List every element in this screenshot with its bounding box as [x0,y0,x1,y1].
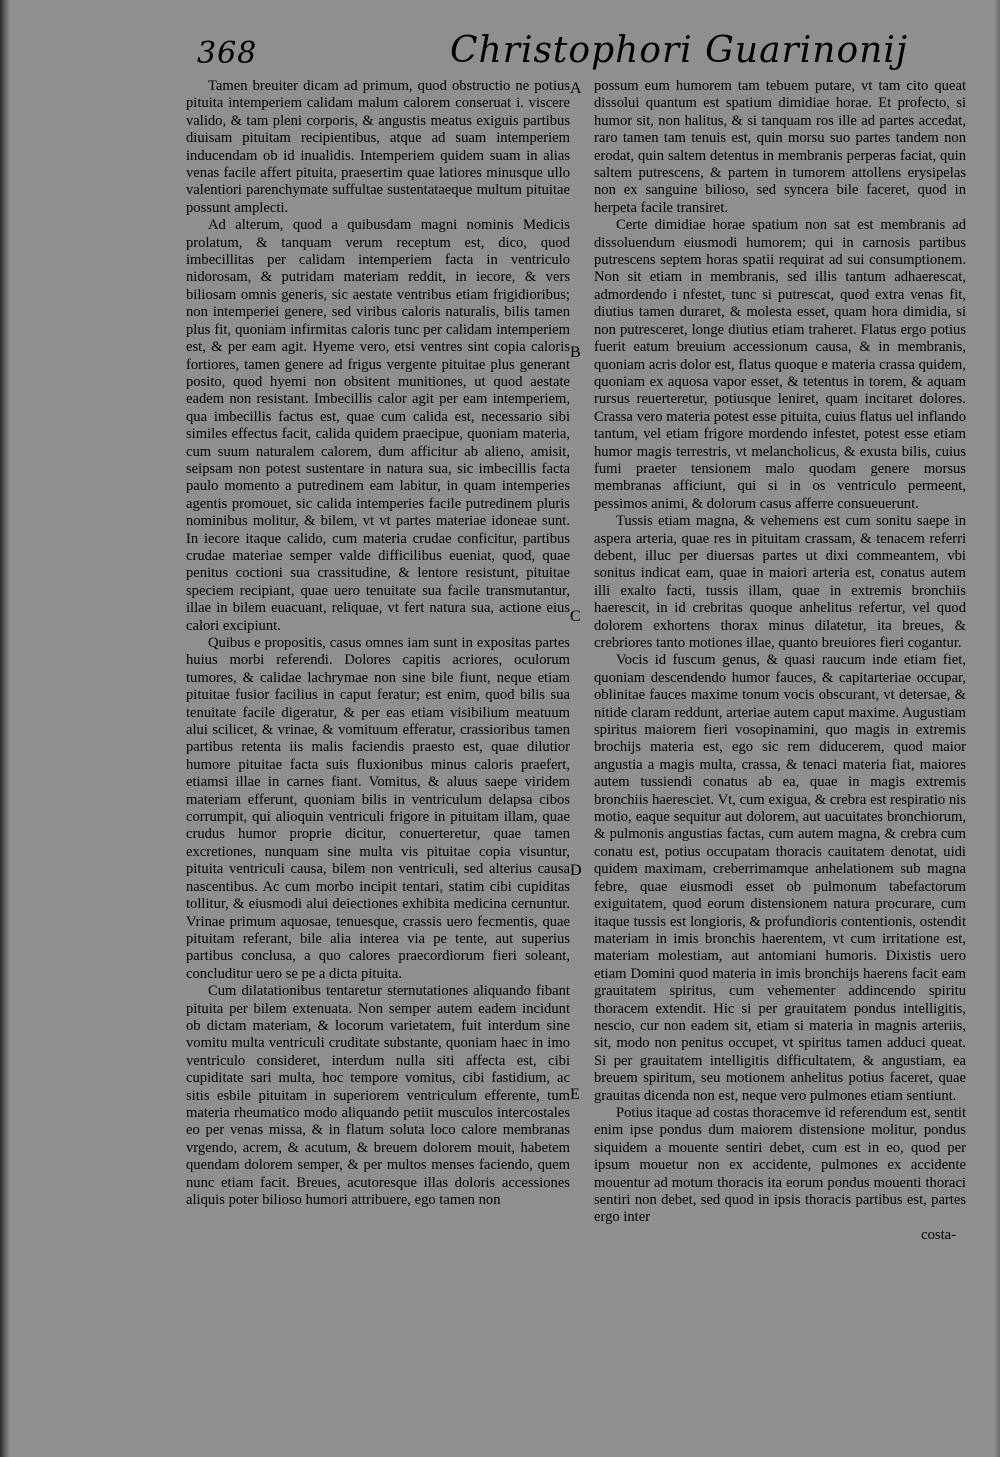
right-paragraph: possum eum humorem tam tebuem putare, vt tam cito queat dissolui quantum est spatium dimidiae horae. Et profecto, si humor sit, non halitus, & si tanquam ros ille ad partes accedat, raro tamen tam tenuis est, quin morsu suo partes tandem non erodat, quin saltem detentus in membranis perperas faciat, quin saltem putrescens, & partem in tumorem attollens erysipelas non ex sanguine bilioso, sed syncera bile faceret, quod in herpeta facile transiret. [594,78,966,216]
margin-letter-e: E [570,1086,580,1103]
page-binding-shadow [0,0,10,1457]
catchword: costa- [921,1226,956,1243]
running-title: Christophori Guarinonij [450,30,908,71]
left-paragraph: Cum dilatationibus tentaretur sternutationes aliquando fibant pituita per bilem extenuata. Non semper autem eadem incidunt ob dictam materiam, & locorum varietatem, fuit interdum sine vomitu multa ventriculi cruditate substante, quoniam haec in imo ventriculo consideret, interdum nulla siti affecta est, cibi cupiditate sari multa, hoc tempore vomitus, cibi fastidium, ac sitis esbile pituitam in superiorem ventriculum efferente, tum materia rheumatico modo aliquando petiit musculos intercostales eo per venas missa, & in flatum soluta loco calore membranas vrgendo, acrem, & acutum, & breuem dolorem mouit, habetem quendam dolorem semper, & per multos menses faciendo, quem nunc etiam facit. Breues, acutoresque illas doloris accessiones aliquis poter bilioso humori attribuere, ego tamen non [186,983,570,1208]
right-paragraph: Vocis id fuscum genus, & quasi raucum inde etiam fiet, quoniam descendendo humor fauces, & capitarteriae occupar, oblinitae fauces maxime tonum vocis obscurant, vt detersae, & nitide claram reddunt, arteriae autem caput maxime. Augustiam spiritus maiorem fieri vosopinamini, quo magis in extremis brochijs materia est, ego sic rem diducerem, quod maior angustia a magis multa, crassa, & tenaci materia fiat, maiores autem tussiendi conatus ab ea, quae in magis extremis bronchiis haeresciet. Vt, cum exigua, & crebra est respiratio nis motio, eaque sequitur aut dolorem, aut uacuitates bronchiorum, & pulmonis angustias factas, cum autem magna, & crebra cum conatu est, potius occupatam thoracis cauitatem denotat, uidi quidem maximam, creberrimamque anhelationem sub magna febre, quae eiusmodi esset ob pulmonum tabefactorum exiguitatem, quod eorum distensionem natura procurare, cum itaque tussis est longioris, & profundioris contentionis, ostendit materiam in imis bronchis haerentem, vt cum irritatione est, materiam molestiam, aut antomiani humoris. Dixistis uero etiam Domini quod materia in imis bronchijs haerens facit eam grauitatem spiritus, cum vehementer addincendo spiritu thoracem extendit. Hic si per grauitatem pondus intelligitis, nescio, cur non eadem sit, etiam si materia in magnis arteriis, sit, modo non penitus occupet, vt spiritus tamen adduci queat. Si per grauitatem intelligitis difficultatem, & angustiam, ea breuem spiritum, seu motionem anhelitus potius faceret, quae grauitas dicenda non est, neque vero pulmones etiam sentiunt. [594,652,966,1104]
margin-letter-c: C [570,608,581,625]
left-paragraph: Tamen breuiter dicam ad primum, quod obstructio ne potius pituita intemperiem calidam malum calorem conseruat i. viscere valido, & tam pleni corporis, & angustis meatus exiguis partibus diuisam pituitam recipientibus, atque ad suam intemperiem inducendam ob id inualidis. Intemperiem quidem suam in alias venas facile affert pituita, praesertim quae latiores minusque ullo valentiori parenchymate suffultae sustentataeque multum pituitae possunt amplecti. [186,78,570,216]
right-paragraph: Tussis etiam magna, & vehemens est cum sonitu saepe in aspera arteria, quae res in pituitam crassam, & tenacem referri debent, illuc per diuersas partes ut dixi commeantem, vbi sonitus indicat eam, quae in maiori arteria est, conatus autem illi exalto facti, tussis illam, quae in extremis bronchiis haerescit, in id crebritas quoque anhelitus refertur, vel quod dolorem exhortens thorax minus dilatetur, ita breues, & crebriores tanto motiones illae, quanto breuiores fieri cogantur. [594,513,966,651]
margin-letter-a: A [570,80,582,97]
left-column [186,78,570,1209]
left-paragraph: Quibus e propositis, casus omnes iam sunt in expositas partes huius morbi referendi. Dolores capitis acriores, oculorum tumores, & calidae lachrymae non sine bile fiunt, neque etiam pituitae fusior facilius in caput feratur; est enim, quod bilis sua tenuitate facile digeratur, & per eas etiam visibilium meatuum alui scilicet, & vrinae, & vomituum efferatur, crassioribus tamen partibus retenta iis malis faciendis praesto est, quae dilutior humore pituitae facta suis fluxionibus minus caloris praefert, etiamsi illae in carnes fiant. Vomitus, & aluus saepe viridem materiam efferunt, quoniam bilis in ventriculum delapsa cibos corrumpit, qui alioquin ventriculi frigore in pituitam illam, quae crudus humor proprie dicitur, conuerteretur, quae tamen excretiones, nunquam sine multa vis pituitae copia visuntur, pituita ventriculi causa, bilem non ventriculi, sed alterius causa nascentibus. Ac cum morbo incipit tentari, statim cibi cupiditas tollitur, & eiusmodi alui deiectiones exhibita medicina cernuntur. Vrinae primum aquosae, tenuesque, crassis uero fecmentis, quae pituitam referant, bile alia interea via pe tente, aut superius partibus conclusa, a quo calores praecordiorum fieri soleant, concluditur uero se pe a dicta pituita. [186,635,570,982]
right-column [594,78,966,1244]
right-paragraph: Potius itaque ad costas thoracemve id referendum est, sentit enim ipse pondus dum maiorem distensione molitur, pondus siquidem a mouente sentiri debet, cum est in eo, quod per ipsum mouetur non ex accidente, pulmones ex accidente mouentur ad motum thoracis ita eorum pondus mouenti thoraci sentiri non debet, sed quod in ipsis thoracis partibus est, partes ergo inter [594,1104,966,1226]
page-edge-shadow [994,0,1000,1457]
margin-letter-b: B [570,344,581,361]
page-number: 368 [197,36,258,71]
margin-letter-d: D [570,862,582,879]
right-paragraph: Certe dimidiae horae spatium non sat est membranis ad dissoluendum eiusmodi humorem; qui in carnosis partibus putrescens septem horas spatii requirat ad sui consumptionem. Non sit etiam in membranis, sed illis tantum adhaerescat, admordendo i nfestet, tunc si putrescat, quod extra venas fit, diutius tamen duraret, & molesta esset, quam hora dimidia, si non putresceret, longe diutius etiam traheret. Flatus ergo potius fuerit eatum breuium accessionum causa, & in membranis, quoniam acris dolor est, flatus quoque e materia crassa quidem, quoniam ex aquosa vapor esset, & tetentus in torem, & aquam rursus reuerteretur, potiusque leniret, quam incitaret dolores. Crassa vero materia potest esse pituita, cuius flatus uel inflando tantum, vel etiam frigore mordendo infestet, potest esse etiam humor magis terrestris, vt melancholicus, & exusta bilis, cuius fumi praeter tensionem malo quodam genere morsus membranas afficiunt, qui si in os ventriculo permeent, pessimos animi, & dolorum casus afferre consueuerunt. [594,217,966,512]
left-paragraph: Ad alterum, quod a quibusdam magni nominis Medicis prolatum, & tanquam verum receptum est, dico, quod imbecillitas per calidam intemperiem facta in ventriculo nidorosam, & putridam materiam reddit, in iecore, & vers biliosam omnis generis, sic aestate ventribus etiam frigidioribus; non intemperiei genere, sed viribus caloris naturalis, bilis tamen plus fit, quoniam infirmitas caloris tunc per calidam intemperiem est, & per eam agit. Hyeme vero, etsi ventres sint copia caloris fortiores, tamen genere ad frigus vergente pituitae plus generant posito, quod hyemi non obsitent munitiones, ut quod aestate eadem non resistant. Imbecillis calor agit per eam intemperiem, qua imbecillis factus est, quae cum calida est, necessario sibi similes effectus facit, calida quidem praecipue, quoniam materia, cum suum naturalem calorem, dum afficitur ab alieno, amisit, seipsam non potest sustentare in natura sua, sic imbecillis facta paulo momento a putredinem eam labitur, in quam intemperies agentis promouet, sic calida intemperies facile putredinem pluris nominibus molitur, & bilem, vt vt partes materiae idoneae sunt. In iecore itaque calido, cum materia crudae conficitur, partibus crudae materiae semper valde difficilibus eueniat, quod, quae penitus coctioni sua crassitudine, & lentore resistunt, pituitae speciem recipiant, quae uero tenuitate sua facile transmutantur, illae in bilem euacuant, reliquae, vt fert natura sua, actione eius calori excipiunt. [186,217,570,634]
